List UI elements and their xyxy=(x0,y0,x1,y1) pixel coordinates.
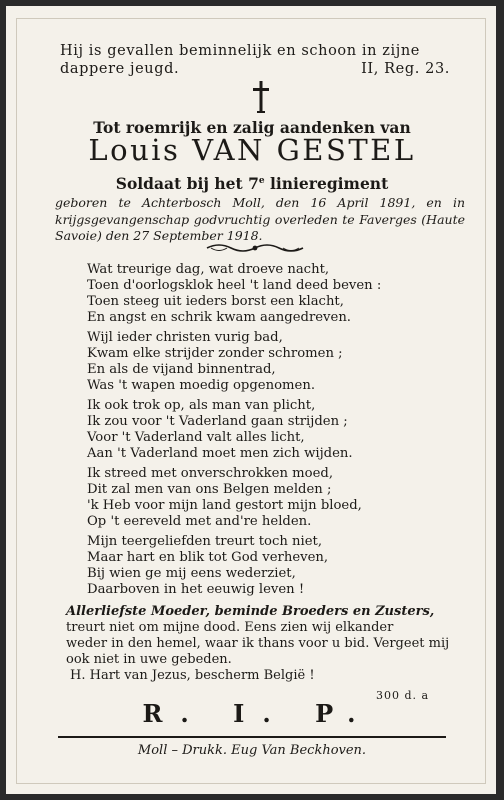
poem-line: Aan 't Vaderland moet men zich wijden. xyxy=(87,446,353,462)
poem-line: Ik streed met onverschrokken moed, xyxy=(87,465,334,481)
bible-reference: II, Reg. 23. xyxy=(361,61,450,77)
prayer-line: H. Hart van Jezus, bescherm België ! xyxy=(70,668,315,684)
poem-line: Wijl ieder christen vurig bad, xyxy=(87,329,283,345)
closing-line-3: weder in den hemel, waar ik thans voor u bid. Vergeet mij ook niet in uwe gebeden. xyxy=(66,636,450,668)
poem xyxy=(87,262,381,601)
ornament-divider-icon xyxy=(205,240,305,256)
poem-stanza xyxy=(87,330,381,394)
poem-line: Maar hart en blik tot God verheven, xyxy=(87,549,329,565)
indulgence-note: 300 d. a xyxy=(376,689,430,702)
closing-text xyxy=(66,604,466,684)
poem-line: Was 't wapen moedig opgenomen. xyxy=(87,378,316,394)
military-rank xyxy=(0,174,504,193)
rip-text: R. I. P. xyxy=(142,699,374,728)
epigraph xyxy=(60,42,450,78)
poem-line: 'k Heb voor mijn land gestort mijn bloed, xyxy=(87,497,362,513)
poem-line: Voor 't Vaderland valt alles licht, xyxy=(87,429,305,445)
closing-line-1: Allerliefste Moeder, beminde Broeders en Zusters, xyxy=(66,604,435,619)
printer-credit: Moll – Drukk. Eug Van Beckhoven. xyxy=(137,743,367,758)
poem-line: Toen steeg uit ieders borst een klacht, xyxy=(87,294,344,310)
poem-line: Wat treurige dag, wat droeve nacht, xyxy=(87,262,330,277)
biography xyxy=(55,195,465,245)
poem-line: Op 't eereveld met and're helden. xyxy=(87,513,312,529)
poem-stanza xyxy=(87,262,381,326)
poem-stanza xyxy=(87,534,381,598)
rank-suffix: linieregiment xyxy=(264,174,389,193)
epigraph-line-2 xyxy=(60,60,450,78)
cross-icon xyxy=(250,80,272,114)
divider-line xyxy=(58,736,446,738)
poem-line: En angst en schrik kwam aangedreven. xyxy=(87,310,352,326)
deceased-name: Louis VAN GESTEL xyxy=(88,133,416,167)
rank-ordinal: e xyxy=(258,175,265,186)
poem-line: Kwam elke strijder zonder schromen ; xyxy=(87,345,343,361)
poem-stanza xyxy=(87,398,381,462)
poem-line: Ik zou voor 't Vaderland gaan strijden ; xyxy=(87,413,348,429)
epigraph-text: dappere jeugd. xyxy=(60,61,180,77)
poem-line: Bij wien ge mij eens wederziet, xyxy=(87,565,296,581)
closing-line-2: treurt niet om mijne dood. Eens zien wij elkander xyxy=(66,620,394,636)
poem-line: Mijn teergeliefden treurt toch niet, xyxy=(87,533,323,549)
poem-line: Ik ook trok op, als man van plicht, xyxy=(87,397,316,413)
memorial-intro: Tot roemrijk en zalig aandenken van xyxy=(93,118,411,137)
epigraph-line-1: Hij is gevallen beminnelijk en schoon in zijne xyxy=(60,43,420,59)
biography-text: geboren te Achterbosch Moll, den 16 April 1891, en in krijgsgevangenschap godvruchtig overleden te Faverges (Haute Savoie) den 27 September 1918. xyxy=(55,195,465,243)
poem-stanza xyxy=(87,466,381,530)
poem-line: En als de vijand binnentrad, xyxy=(87,362,276,378)
rank-prefix: Soldaat bij het 7 xyxy=(115,174,259,193)
poem-line: Daarboven in het eeuwig leven ! xyxy=(87,581,305,597)
poem-line: Dit zal men van ons Belgen melden ; xyxy=(87,481,332,497)
poem-line: Toen d'oorlogsklok heel 't land deed beven : xyxy=(87,278,382,294)
